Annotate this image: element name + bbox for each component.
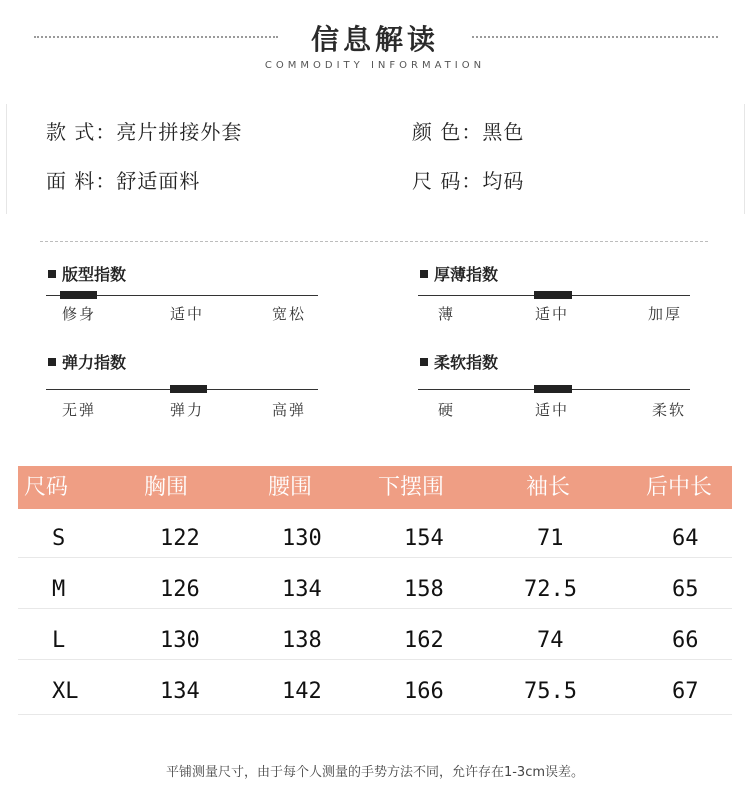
- col-header-waist: 腰围: [268, 475, 313, 500]
- col-header-sleeve: 袖长: [526, 475, 571, 500]
- index-thickness: [420, 262, 498, 285]
- table-row-size: M: [52, 577, 66, 602]
- row-divider: [18, 608, 732, 609]
- index-softness-marker: [534, 385, 572, 393]
- index-elasticity-label-high: 高弹: [272, 401, 307, 419]
- bullet-square-icon: [420, 270, 428, 278]
- section-divider: [40, 241, 708, 242]
- table-row-hem: 166: [404, 679, 444, 704]
- table-row-chest: 126: [160, 577, 200, 602]
- index-softness-title: 柔软指数: [434, 353, 499, 372]
- info-style-label: 款 式：: [46, 120, 117, 144]
- bullet-square-icon: [420, 358, 428, 366]
- index-thickness-label-low: 薄: [438, 305, 456, 323]
- index-elasticity-marker: [170, 385, 207, 393]
- info-color-value: 黑色: [482, 120, 525, 144]
- row-divider: [18, 714, 732, 715]
- index-elasticity-label-low: 无弹: [62, 401, 97, 419]
- table-row-back-length: 64: [672, 526, 699, 551]
- index-thickness-title: 厚薄指数: [434, 265, 499, 284]
- index-elasticity-label-mid: 弹力: [170, 401, 205, 419]
- table-row-size: S: [52, 526, 66, 551]
- table-row-chest: 130: [160, 628, 200, 653]
- info-style-value: 亮片拼接外套: [116, 120, 243, 144]
- table-row-waist: 134: [282, 577, 322, 602]
- info-size-label: 尺 码：: [412, 169, 483, 193]
- size-table-header-bar: [18, 466, 732, 509]
- index-softness-label-low: 硬: [438, 401, 456, 419]
- left-edge-line: [6, 104, 7, 214]
- table-row-hem: 158: [404, 577, 444, 602]
- table-row-sleeve: 75.5: [524, 679, 577, 704]
- table-row-back-length: 65: [672, 577, 699, 602]
- col-header-chest: 胸围: [144, 475, 189, 500]
- table-row-hem: 154: [404, 526, 444, 551]
- bullet-square-icon: [48, 270, 56, 278]
- page-title: 信息解读: [310, 23, 439, 56]
- row-divider: [18, 659, 732, 660]
- info-color: [412, 116, 524, 145]
- table-row-size: L: [52, 628, 66, 653]
- table-row-sleeve: 72.5: [524, 577, 577, 602]
- row-divider: [18, 557, 732, 558]
- table-row-sleeve: 74: [537, 628, 564, 653]
- right-edge-line: [744, 104, 745, 214]
- col-header-size: 尺码: [24, 475, 69, 500]
- info-fabric-value: 舒适面料: [116, 169, 201, 193]
- index-fit-label-high: 宽松: [272, 305, 307, 323]
- index-softness: [420, 350, 498, 373]
- info-size-value: 均码: [482, 169, 525, 193]
- info-color-label: 颜 色：: [412, 120, 483, 144]
- table-row-waist: 138: [282, 628, 322, 653]
- index-fit-title: 版型指数: [62, 265, 127, 284]
- index-fit-label-low: 修身: [62, 305, 97, 323]
- col-header-back-length: 后中长: [646, 475, 713, 500]
- col-header-hem: 下摆围: [378, 475, 445, 500]
- index-thickness-label-mid: 适中: [535, 305, 570, 323]
- table-row-chest: 134: [160, 679, 200, 704]
- table-row-waist: 142: [282, 679, 322, 704]
- index-fit-marker: [60, 291, 97, 299]
- table-row-waist: 130: [282, 526, 322, 551]
- table-row-size: XL: [52, 679, 79, 704]
- bullet-square-icon: [48, 358, 56, 366]
- measurement-note: 平铺测量尺寸，由于每个人测量的手势方法不同，允许存在1-3cm误差。: [165, 765, 585, 780]
- index-thickness-marker: [534, 291, 572, 299]
- table-row-chest: 122: [160, 526, 200, 551]
- info-style: [46, 116, 242, 145]
- table-row-back-length: 67: [672, 679, 699, 704]
- index-elasticity-title: 弹力指数: [62, 353, 127, 372]
- index-fit: [48, 262, 126, 285]
- page-subtitle: COMMODITY INFORMATION: [264, 60, 486, 71]
- info-size: [412, 165, 524, 194]
- info-fabric: [46, 165, 200, 194]
- info-fabric-label: 面 料：: [46, 169, 117, 193]
- index-softness-label-high: 柔软: [652, 401, 687, 419]
- table-row-sleeve: 71: [537, 526, 564, 551]
- table-row-back-length: 66: [672, 628, 699, 653]
- index-elasticity: [48, 350, 126, 373]
- table-row-hem: 162: [404, 628, 444, 653]
- index-softness-label-mid: 适中: [535, 401, 570, 419]
- index-thickness-label-high: 加厚: [648, 305, 683, 323]
- index-fit-label-mid: 适中: [170, 305, 205, 323]
